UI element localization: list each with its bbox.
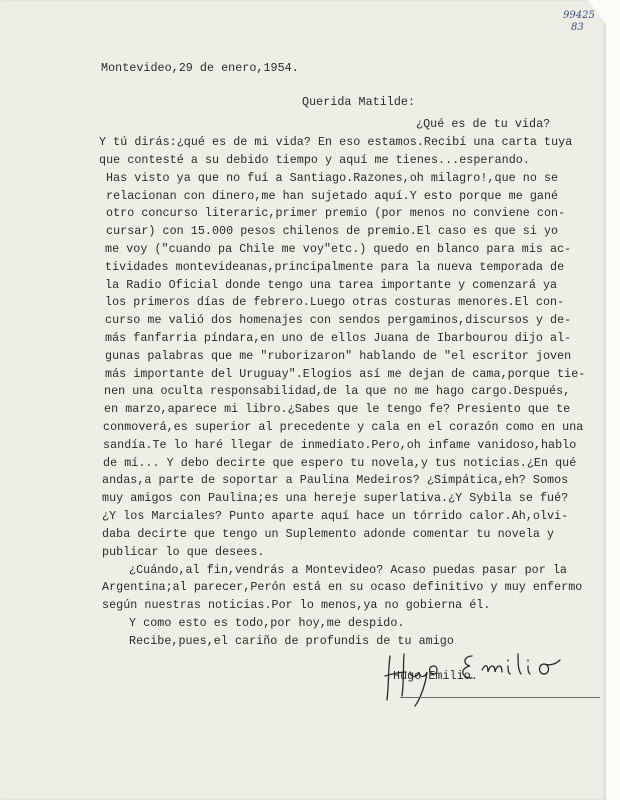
body-line: gunas palabras que me "ruborizaron" hablando de "el escritor joven: [105, 349, 572, 363]
body-line: la Radio Oficial donde tengo una tarea importante y comenzará ya: [105, 278, 558, 292]
body-line: me voy ("cuando pa Chile me voy"etc.) quedo en blanco para mis ac-: [105, 242, 572, 256]
body-line: otro concurso literaric,primer premio (por menos no conviene con-: [106, 206, 566, 220]
body-line: ¿Cuándo,al fin,vendrás a Montevideo? Acaso puedas pasar por la: [129, 563, 567, 577]
body-line: sandía.Te lo haré llegar de inmediato.Pero,oh infame vanidoso,hablo: [103, 438, 577, 452]
body-line: Argentina;al parecer,Perón está en su ocaso definitivo y muy enfermo: [102, 580, 583, 594]
archive-number: 99425: [563, 10, 595, 21]
archive-page: 83: [571, 22, 584, 33]
body-line: Y como esto es todo,por hoy,me despido.: [129, 616, 405, 630]
salutation: Querida Matilde:: [302, 95, 416, 109]
body-line: tividades montevideanas,principalmente para la nueva temporada de: [105, 260, 565, 274]
typed-signature: Hugo Emilio.: [393, 669, 478, 683]
body-line: de mí... Y debo decirte que espero tu novela,y tus noticias.¿En qué: [103, 456, 577, 470]
body-line: más fanfarria píndara,en uno de ellos Juana de Ibarbourou dijo al-: [105, 331, 572, 345]
body-line: los primeros días de febrero.Luego otras costuras menores.El con-: [105, 295, 565, 309]
body-line: en marzo,aparece mi libro.¿Sabes que le tengo fe? Presiento que te: [104, 402, 571, 416]
body-line: Y tú dirás:¿qué es de mi vida? En eso estamos.Recibí una carta tuya: [99, 135, 573, 149]
body-line: según nuestras noticias.Por lo menos,ya no gobierna él.: [102, 598, 491, 612]
body-line: Has visto ya que no fuí a Santiago.Razones,oh milagro!,que no se: [106, 171, 559, 185]
place-date: Montevideo,29 de enero,1954.: [101, 61, 299, 75]
body-line: andas,a parte de soportar a Paulina Medeiros? ¿Simpática,eh? Somos: [102, 473, 569, 487]
body-line: relacionan con dinero,me han sujetado aquí.Y esto porque me gané: [106, 189, 559, 203]
body-line: curso me valió dos homenajes con sendos pergaminos,discursos y de-: [105, 313, 572, 327]
body-line: que contesté a su debido tiempo y aquí me tienes...esperando.: [99, 153, 530, 167]
body-line: nen una oculta responsabilidad,de la que no me hago cargo.Después,: [104, 384, 571, 398]
closing-line: Recibe,pues,el cariño de profundis de tu amigo: [129, 634, 454, 648]
body-line: cursar) con 15.000 pesos chilenos de premio.El caso es que si yo: [106, 224, 559, 238]
body-line: más importante del Uruguay".Elogios así me dejan de cama,porque tie-: [105, 367, 586, 381]
signature-rule: [400, 697, 600, 698]
body-line: daba decirte que tengo un Suplemento adonde comentar tu novela y: [102, 527, 555, 541]
body-line: conmoverá,es superior al precedente y cala en el corazón como en una: [103, 420, 584, 434]
body-line: ¿Y los Marciales? Punto aparte aquí hace un tórrido calor.Ah,olvi-: [102, 509, 569, 523]
body-line: publicar lo que desees.: [102, 545, 265, 559]
opening-line: ¿Qué es de tu vida?: [416, 117, 551, 131]
body-line: muy amigos con Paulina;es una hereje superlativa.¿Y Sybila se fué?: [102, 491, 569, 505]
